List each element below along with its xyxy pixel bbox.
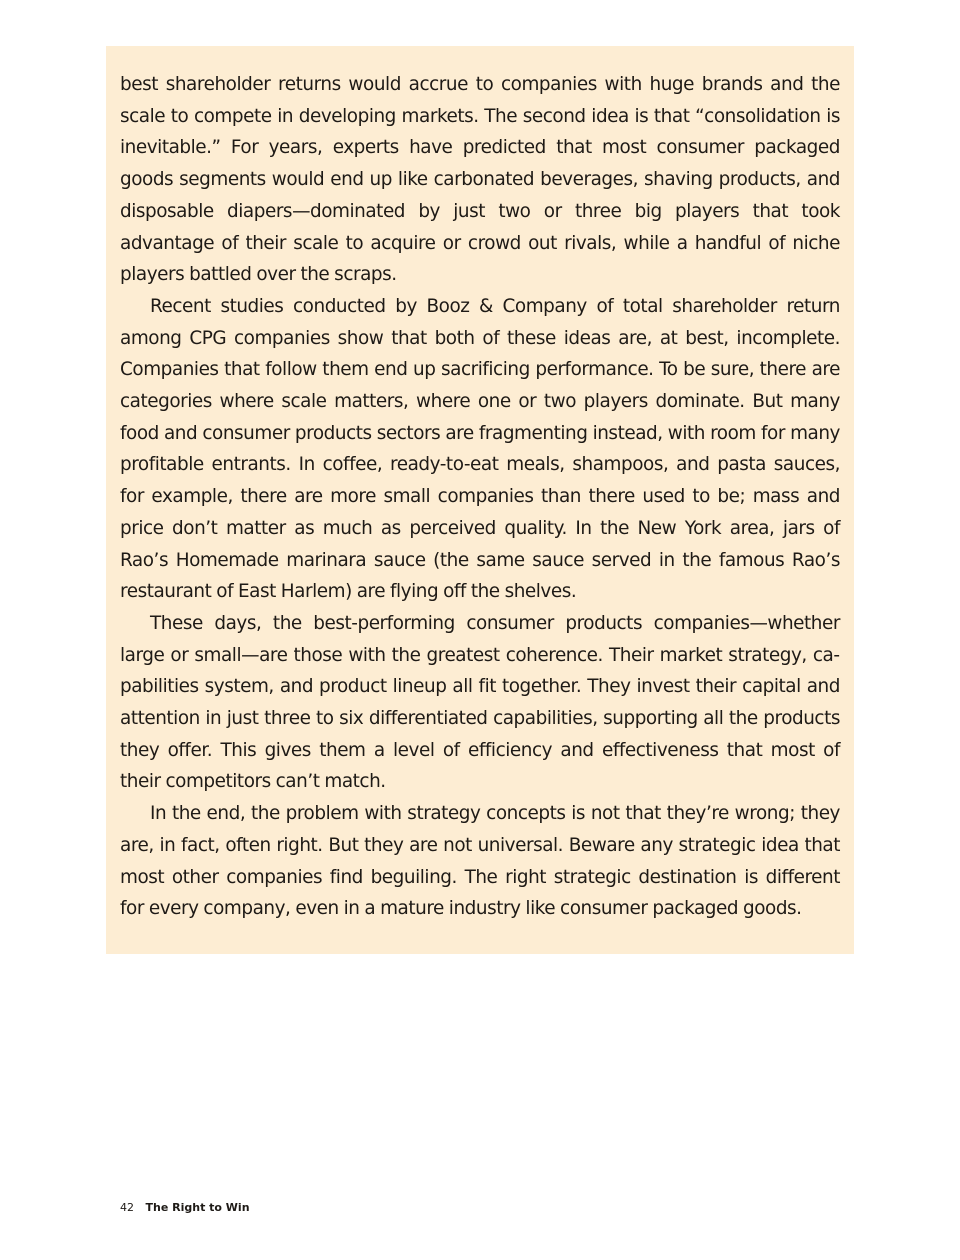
paragraph-3: These days, the best-performing consumer products companies—whether large or small—are those with the greatest coherence. Their market strategy, capabilities system, and product lineup all fit together. They invest their capital and attention in just three to six differentiated capabilities, supporting all the products they offer. This gives them a level of efficiency and effectiveness that most of their competitors can’t match. [120,612,840,793]
page-number: 42 [120,1201,134,1214]
page-footer [120,1201,250,1215]
sidebar-box [106,46,854,954]
book-title: The Right to Win [145,1201,250,1214]
paragraph-1: best shareholder returns would accrue to companies with huge brands and the scale to compete in developing markets. The second idea is that “consolidation is inevitable.” For years, experts have predicted that most consumer packaged goods segments would end up like carbonated beverages, shaving products, and disposable diapers—dominated by just two or three big players that took advantage of their scale to acquire or crowd out rivals, while a handful of niche players battled over the scraps. [120,74,840,286]
paragraph-4: In the end, the problem with strategy concepts is not that they’re wrong; they are, in fact, often right. But they are not universal. Beware any strategic idea that most other companies find beguiling. The right strategic destination is different for every company, even in a mature industry like consumer packaged goods. [120,803,840,920]
paragraph-2: Recent studies conducted by Booz & Company of total shareholder return among CPG companies show that both of these ideas are, at best, incomplete. Companies that follow them end up sacrificing performance. To be sure, there are categories where scale matters, where one or two players dominate. But many food and consumer products sectors are fragmenting instead, with room for many profitable entrants. In coffee, ready-to-eat meals, shampoos, and pasta sauces, for example, there are more small companies than there used to be; mass and price don’t matter as much as perceived quality. In the New York area, jars of Rao’s Homemade marinara sauce (the same sauce served in the famous Rao’s restaurant of East Harlem) are flying off the shelves. [120,295,840,603]
